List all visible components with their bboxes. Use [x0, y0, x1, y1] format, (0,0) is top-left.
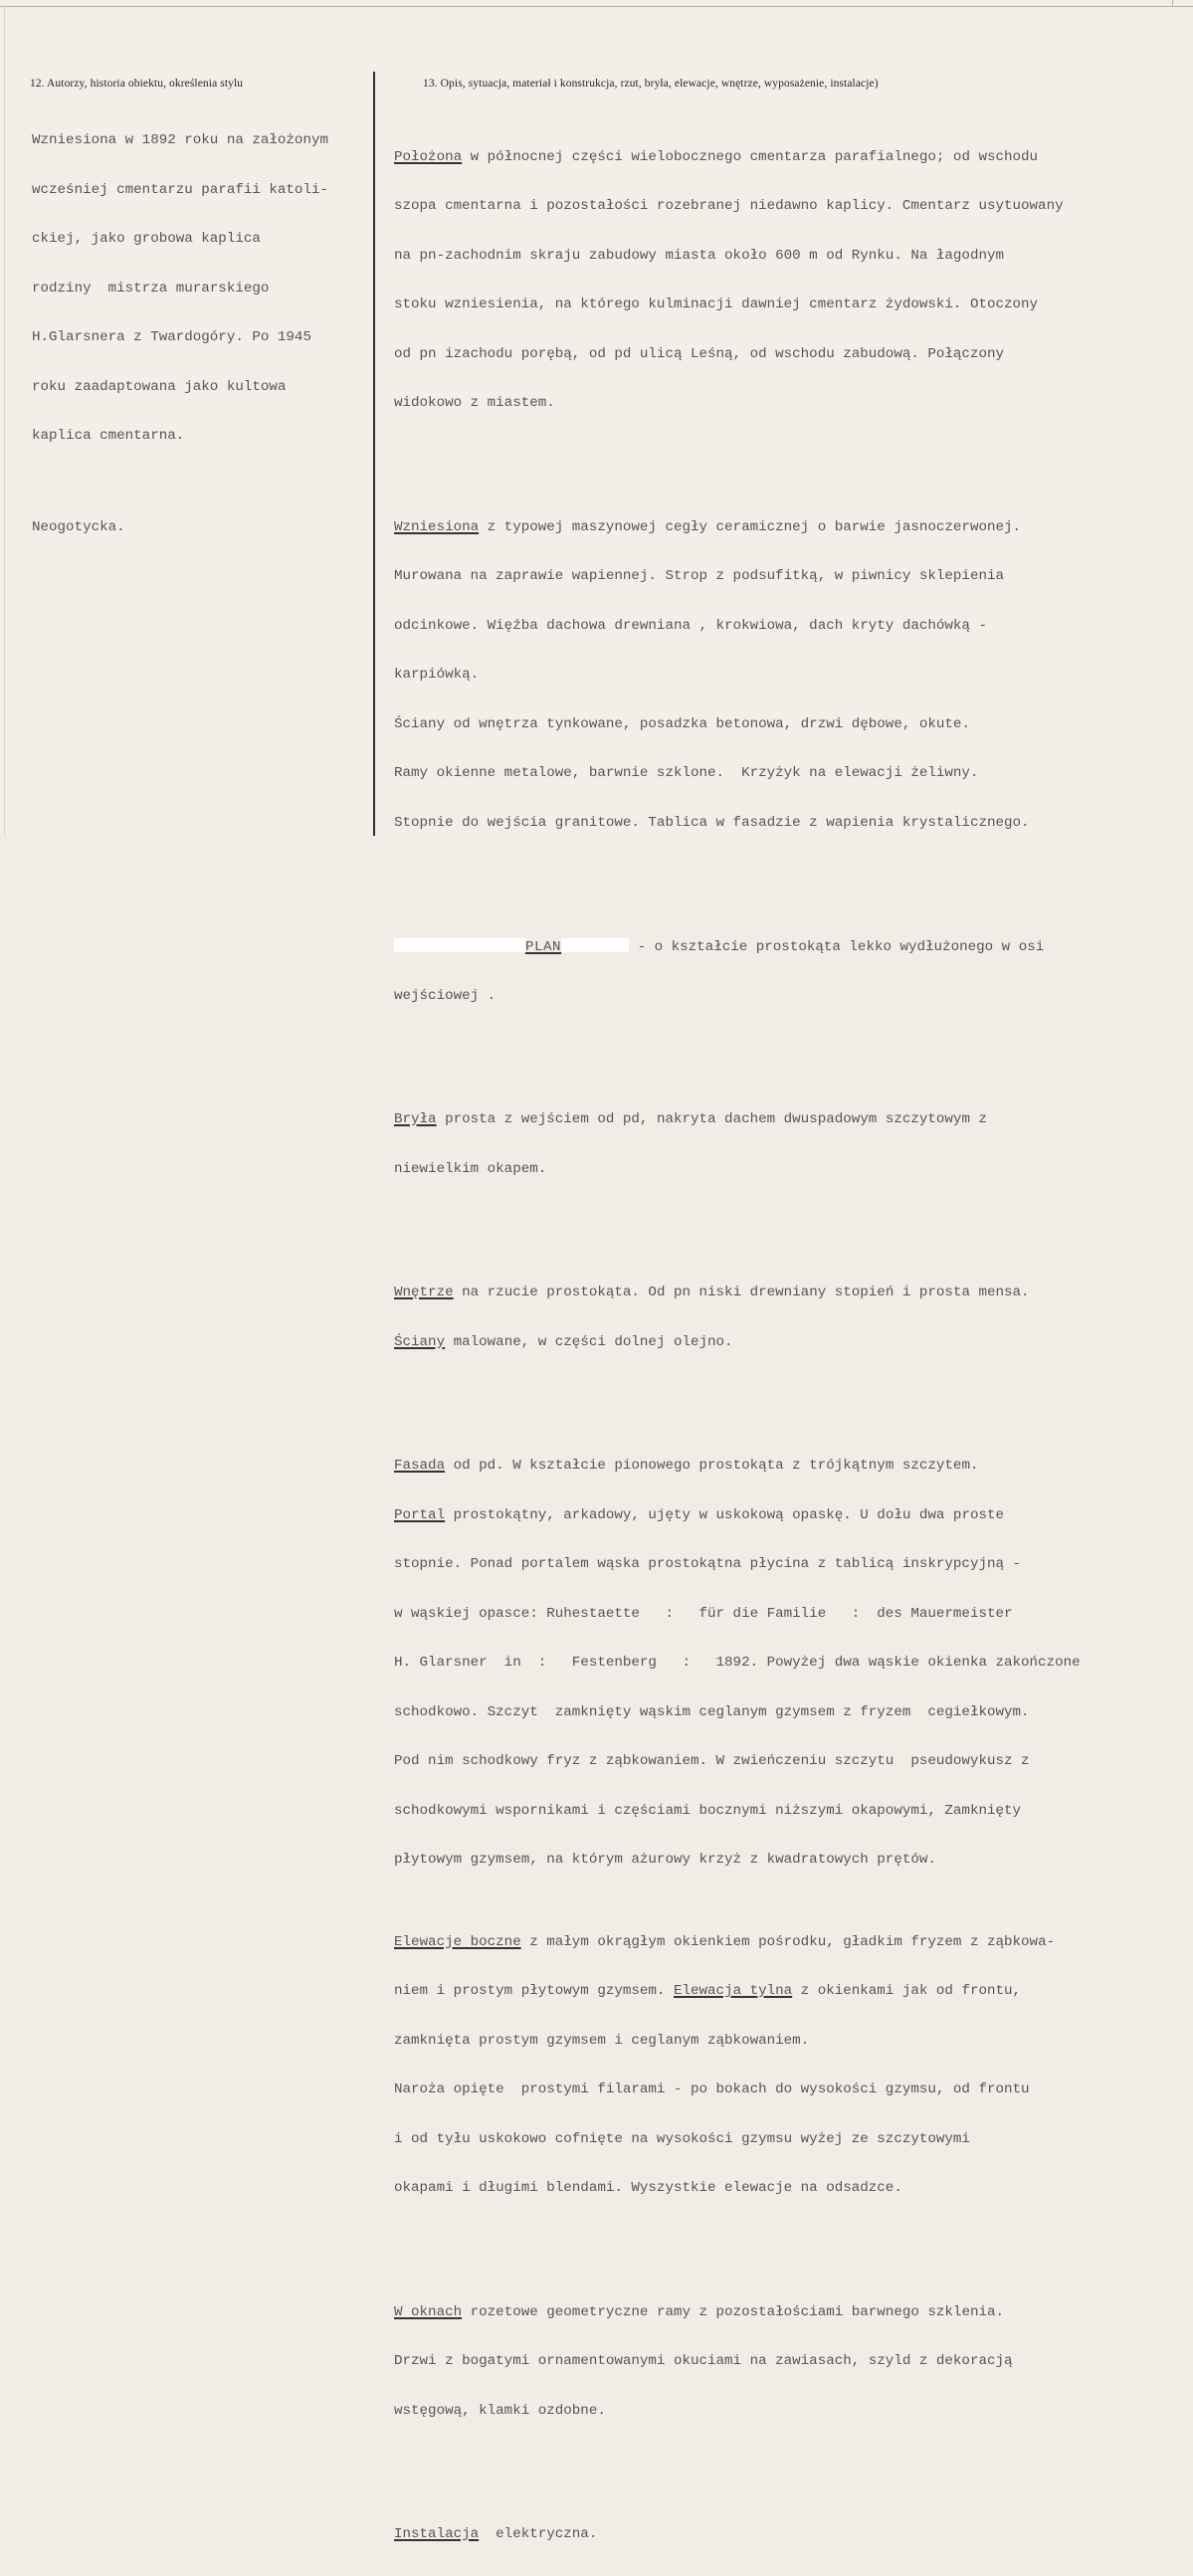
text-line: stopnie. Ponad portalem wąska prostokątna płycina z tablicą inskrypcyjną - [394, 1556, 1022, 1572]
installation-keyword: Instalacja [394, 2526, 480, 2542]
history-line: Wzniesiona w 1892 roku na założonym [32, 132, 328, 148]
section-12-header: 12. Autorzy, historia obiektu, określenia stylu [30, 78, 244, 90]
side-elevations-keyword: Elewacje boczne [394, 1933, 521, 1950]
redaction-mark [561, 938, 629, 952]
history-line: H.Glarsnera z Twardogóry. Po 1945 [32, 329, 311, 345]
portal-line: Portal prostokątny, arkadowy, ujęty w uskokową opaskę. U dołu dwa proste [394, 1506, 1005, 1523]
plan-paragraph: PLAN - o kształcie prostokąta lekko wydłużonego w osi [394, 938, 1081, 955]
text-line: stoku wzniesienia, na którego kulminacji dawniej cmentarz żydowski. Otoczony [394, 297, 1039, 312]
text-line: schodkowo. Szczyt zamknięty wąskim ceglanym gzymsem z fryzem cegiełkowym. [394, 1703, 1030, 1720]
massing-paragraph: Bryła prosta z wejściem od pd, nakryta dachem dwuspadowym szczytowym z [394, 1111, 987, 1127]
text-line: od pn izachodu porębą, od pd ulicą Leśną, od wschodu zabudową. Połączony [394, 345, 1004, 362]
text-line: odcinkowe. Więźba dachowa drewniana , krokwiowa, dach kryty dachówką - [394, 617, 987, 634]
history-line: wcześniej cmentarzu parafii katoli- [32, 181, 328, 198]
text-line: Pod nim schodkowy fryz z ząbkowaniem. W zwieńczeniu szczytu pseudowykusz z [394, 1753, 1030, 1769]
windows-paragraph: W oknach rozetowe geometryczne ramy z pozostałościami barwnego szklenia. [394, 2303, 1005, 2320]
rear-elevation-keyword: Elewacja tylna [673, 1983, 793, 1999]
text-line: i od tyłu uskokowo cofnięte na wysokości gzymsu wyżej ze szczytowymi [394, 2130, 970, 2147]
text-line: karpiówką. [394, 667, 480, 683]
text-line: Stopnie do wejścia granitowe. Tablica w fasadzie z wapienia krystalicznego. [394, 814, 1030, 831]
text-line: H. Glarsner in : Festenberg : 1892. Powyżej dwa wąskie okienka zakończone [394, 1655, 1081, 1671]
style-label: Neogotycka. [32, 518, 125, 535]
text-line: Drzwi z bogatymi ornamentowanymi okuciami na zawiasach, szyld z dekoracją [394, 2353, 1013, 2369]
facade-paragraph: Fasada od pd. W kształcie pionowego prostokąta z trójkątnym szczytem. [394, 1458, 979, 1474]
construction-paragraph: Wzniesiona z typowej maszynowej cegły ceramicznej o barwie jasnoczerwonej. [394, 518, 1022, 535]
facade-keyword: Fasada [394, 1458, 446, 1474]
text-line: Murowana na zaprawie wapiennej. Strop z podsufitką, w piwnicy sklepienia [394, 568, 1004, 584]
text-line: na pn-zachodnim skraju zabudowy miasta około 600 m od Rynku. Na łagodnym [394, 247, 1004, 264]
text-line: Naroża opięte prostymi filarami - po bokach do wysokości gzymsu, od frontu [394, 2081, 1030, 2097]
text-line: Ramy okienne metalowe, barwnie szklone. Krzyżyk na elewacji żeliwny. [394, 765, 979, 781]
history-line: kaplica cmentarna. [32, 428, 185, 444]
description-column [394, 99, 1081, 2576]
text-line: schodkowymi wspornikami i częściami bocznymi niższymi okapowymi, Zamknięty [394, 1802, 1022, 1819]
construction-keyword: Wzniesiona [394, 518, 480, 535]
interior-keyword: Wnętrze [394, 1285, 454, 1300]
walls-keyword: Ściany [394, 1333, 446, 1350]
plan-keyword: PLAN [525, 939, 562, 955]
text-line: widokowo z miastem. [394, 395, 555, 411]
side-elevations-paragraph: Elewacje boczne z małym okrągłym okienkiem pośrodku, gładkim fryzem z ząbkowa- [394, 1933, 1056, 1950]
history-line: ckiej, jako grobowa kaplica [32, 231, 261, 247]
text-line: płytowym gzymsem, na którym ażurowy krzyż z kwadratowych prętów. [394, 1852, 936, 1868]
installation-paragraph: Instalacja elektryczna. [394, 2526, 598, 2542]
section-13-header: 13. Opis, sytuacja, materiał i konstrukcja, rzut, bryła, elewacje, wnętrze, wyposażenie, instalacje) [423, 78, 879, 90]
text-line: w wąskiej opasce: Ruhestaette : für die Familie : des Mauermeister [394, 1605, 1013, 1622]
text-line: Ściany od wnętrza tynkowane, posadzka betonowa, drzwi dębowe, okute. [394, 715, 970, 732]
column-divider [373, 72, 375, 836]
left-border [4, 6, 5, 836]
rear-elevation-line: niem i prostym płytowym gzymsem. Elewacja tylna z okienkami jak od frontu, [394, 1983, 1022, 1999]
portal-keyword: Portal [394, 1506, 446, 1523]
history-column [32, 99, 328, 568]
location-keyword: Położona [394, 148, 463, 165]
interior-paragraph: Wnętrze na rzucie prostokąta. Od pn niski drewniany stopień i prosta mensa. [394, 1285, 1030, 1300]
redaction-mark [394, 938, 525, 952]
text-line: szopa cmentarna i pozostałości rozebranej niedawno kaplicy. Cmentarz usytuowany [394, 198, 1064, 214]
location-paragraph: Położona w północnej części wielobocznego cmentarza parafialnego; od wschodu [394, 148, 1039, 165]
text-line: niewielkim okapem. [394, 1160, 547, 1177]
text-line: wstęgową, klamki ozdobne. [394, 2402, 606, 2419]
history-line: roku zaadaptowana jako kultowa [32, 378, 287, 395]
walls-line: Ściany malowane, w części dolnej olejno. [394, 1333, 733, 1350]
top-border [0, 0, 1193, 7]
text-line: okapami i długimi blendami. Wyszystkie elewacje na odsadzce. [394, 2180, 902, 2196]
windows-keyword: W oknach [394, 2303, 463, 2320]
massing-keyword: Bryła [394, 1111, 437, 1127]
history-line: rodziny mistrza murarskiego [32, 280, 270, 297]
text-line: zamknięta prostym gzymsem i ceglanym ząbkowaniem. [394, 2032, 810, 2049]
text-line: wejściowej . [394, 987, 497, 1004]
